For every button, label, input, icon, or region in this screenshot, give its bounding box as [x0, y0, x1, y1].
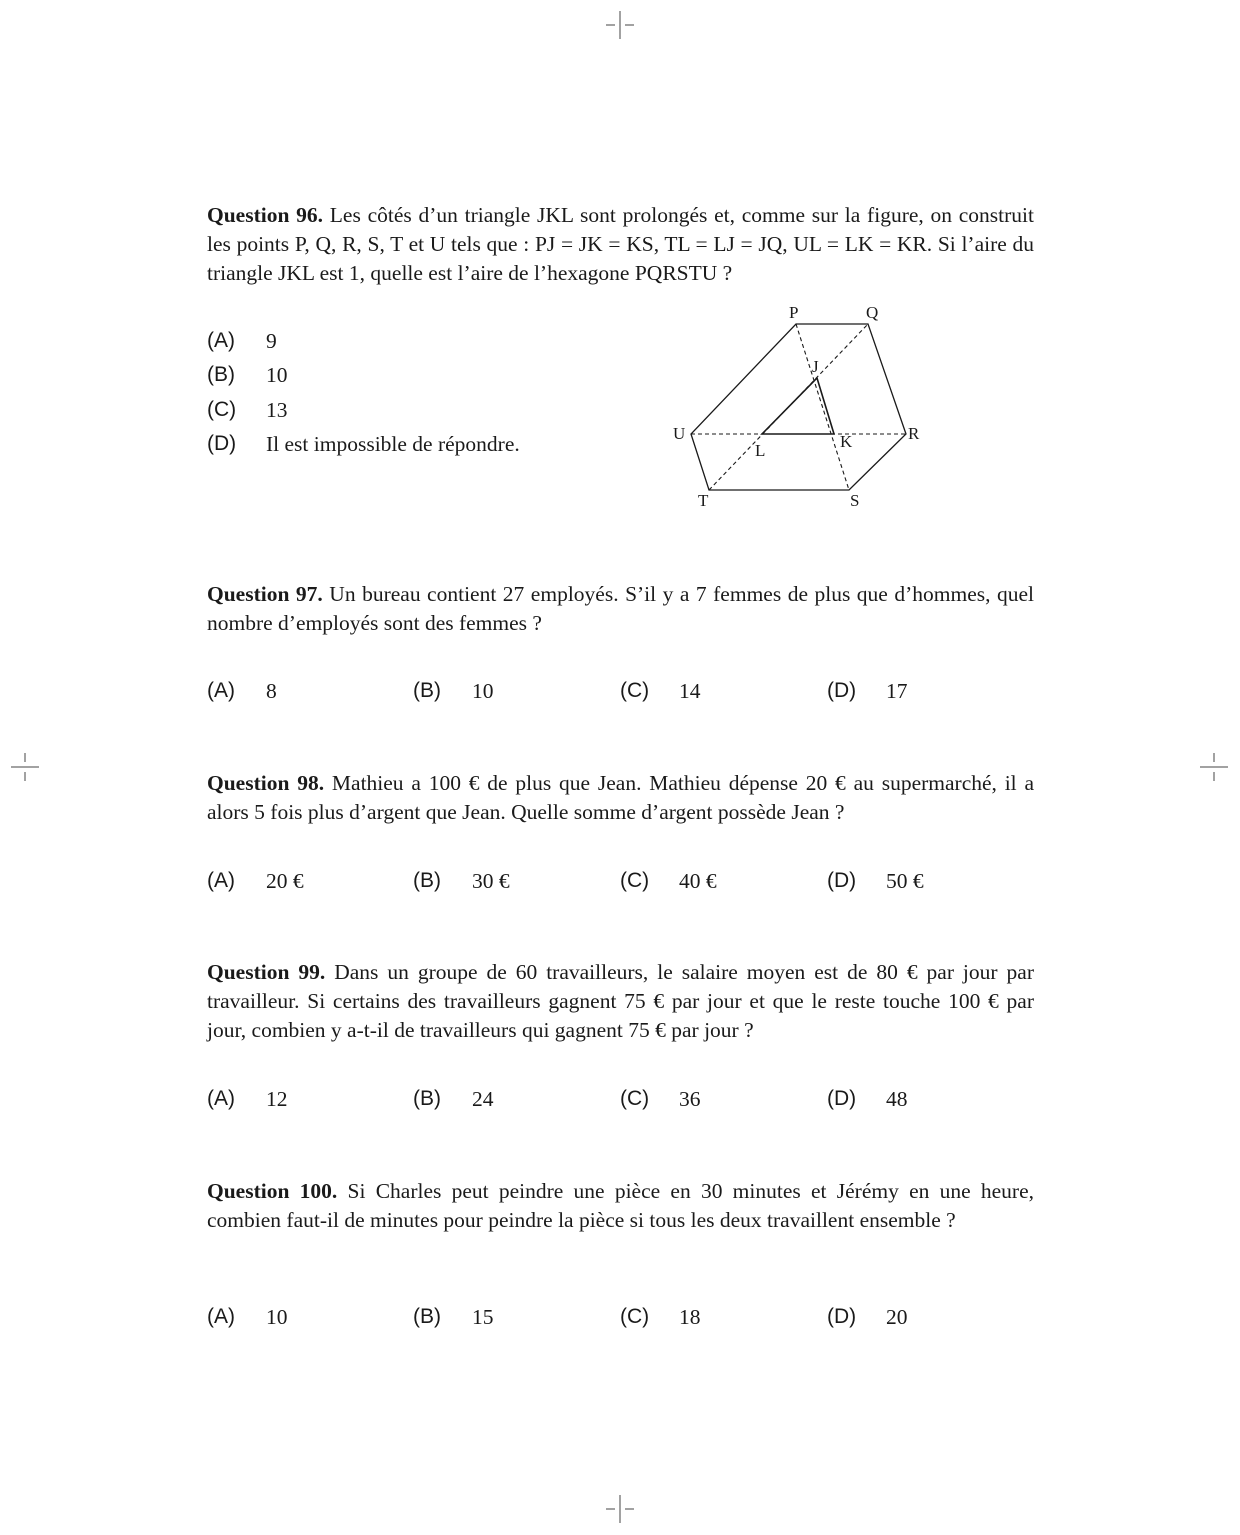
- choice-96-d[interactable]: [207, 429, 627, 463]
- choice-letter: (D): [207, 431, 237, 455]
- choice-value: 48: [886, 1087, 908, 1111]
- choice-letter: (A): [207, 1305, 235, 1328]
- label-q: Q: [866, 303, 879, 322]
- question-97-text: [207, 580, 1034, 638]
- label-p: P: [789, 303, 799, 322]
- choice-value: 20 €: [266, 869, 304, 893]
- hexagon-figure: [660, 298, 940, 523]
- choice-value: 14: [679, 679, 701, 703]
- question-97-label: Question 97.: [207, 582, 323, 606]
- choice-value: 8: [266, 679, 277, 703]
- question-100-label: Question 100.: [207, 1179, 338, 1203]
- question-100-body: Si Charles peut peindre une pièce en 30 minutes et Jérémy en une heure, combien faut-il de minutes pour peindre la pièce si tous les deux travaillent ensemble ?: [207, 1179, 1034, 1232]
- choice-value: 12: [266, 1087, 288, 1111]
- choice-value: 15: [472, 1305, 494, 1329]
- crop-mark-right: [1200, 753, 1228, 781]
- choice-letter: (B): [413, 1305, 441, 1328]
- choice-letter: (C): [620, 1305, 650, 1328]
- question-96-text: [207, 201, 1034, 288]
- choice-value: 17: [886, 679, 908, 703]
- label-s: S: [850, 491, 860, 510]
- choice-value: 18: [679, 1305, 701, 1329]
- choice-letter: (C): [620, 1087, 650, 1110]
- choice-letter: (A): [207, 869, 235, 892]
- question-99: [207, 958, 1034, 1045]
- crop-mark-top: [606, 11, 634, 39]
- choice-96-b[interactable]: [207, 360, 627, 394]
- label-u: U: [673, 424, 686, 443]
- choice-letter: (D): [827, 869, 857, 892]
- choice-96-a[interactable]: [207, 326, 627, 360]
- choice-letter: (D): [827, 679, 857, 702]
- choice-letter: (B): [207, 363, 235, 387]
- question-98-choices: [207, 866, 1034, 896]
- choice-letter: (A): [207, 1087, 235, 1110]
- label-j: J: [812, 357, 819, 376]
- crop-mark-left: [11, 753, 39, 781]
- choice-letter: (C): [207, 397, 237, 421]
- question-98: [207, 769, 1034, 827]
- label-t: T: [698, 491, 709, 510]
- question-99-text: [207, 958, 1034, 1045]
- question-96-label: Question 96.: [207, 203, 324, 227]
- choice-letter: (D): [827, 1305, 857, 1328]
- choice-value: 13: [266, 397, 288, 422]
- choice-value: 40 €: [679, 869, 717, 893]
- choice-letter: (A): [207, 679, 235, 702]
- label-r: R: [908, 424, 920, 443]
- question-99-body: Dans un groupe de 60 travailleurs, le salaire moyen est de 80 € par jour par travailleur. Si certains des travailleurs gagnent 75 € par jour et que le reste touche 100 € par jour, combien y a-t-il de travailleurs qui gagnent 75 € par jour ?: [207, 960, 1034, 1042]
- question-97: [207, 580, 1034, 638]
- choice-value: 10: [266, 1305, 288, 1329]
- choice-value: 50 €: [886, 869, 924, 893]
- question-96: [207, 201, 1034, 288]
- choice-value: 20: [886, 1305, 908, 1329]
- dashed-line-tl-jq: [709, 324, 868, 490]
- choice-96-c[interactable]: [207, 395, 627, 429]
- question-98-label: Question 98.: [207, 771, 325, 795]
- choice-letter: (D): [827, 1087, 857, 1110]
- choice-value: Il est impossible de répondre.: [266, 431, 520, 456]
- hexagon-pqrstu: [691, 324, 906, 490]
- crop-mark-bottom: [606, 1495, 634, 1523]
- choice-letter: (C): [620, 679, 650, 702]
- question-98-body: Mathieu a 100 € de plus que Jean. Mathieu dépense 20 € au supermarché, il a alors 5 fois plus d’argent que Jean. Quelle somme d’argent possède Jean ?: [207, 771, 1034, 824]
- label-l: L: [755, 441, 766, 460]
- question-96-choices: [207, 326, 627, 463]
- choice-letter: (B): [413, 1087, 441, 1110]
- label-k: K: [840, 432, 853, 451]
- question-97-body: Un bureau contient 27 employés. S’il y a 7 femmes de plus que d’hommes, quel nombre d’employés sont des femmes ?: [207, 582, 1034, 635]
- question-99-choices: [207, 1084, 1034, 1114]
- choice-letter: (B): [413, 869, 441, 892]
- question-98-text: [207, 769, 1034, 827]
- choice-letter: (C): [620, 869, 650, 892]
- question-97-choices: [207, 676, 1034, 706]
- choice-letter: (A): [207, 329, 235, 352]
- question-100-text: [207, 1177, 1034, 1235]
- choice-value: 9: [266, 329, 277, 353]
- choice-value: 10: [266, 363, 288, 388]
- choice-value: 36: [679, 1087, 701, 1111]
- question-100: [207, 1177, 1034, 1235]
- question-100-choices: [207, 1302, 1034, 1332]
- choice-letter: (B): [413, 679, 441, 702]
- dashed-line-pj-ks: [796, 324, 849, 490]
- question-99-label: Question 99.: [207, 960, 326, 984]
- choice-value: 24: [472, 1087, 494, 1111]
- question-96-body: Les côtés d’un triangle JKL sont prolongés et, comme sur la figure, on construit les points P, Q, R, S, T et U tels que : PJ = JK = KS, TL = LJ = JQ, UL = LK = KR. Si l’aire du triangle JKL est 1, quelle est l’aire de l’hexagone PQRSTU ?: [207, 203, 1034, 285]
- choice-value: 10: [472, 679, 494, 703]
- choice-value: 30 €: [472, 869, 510, 893]
- triangle-jkl: [762, 378, 834, 434]
